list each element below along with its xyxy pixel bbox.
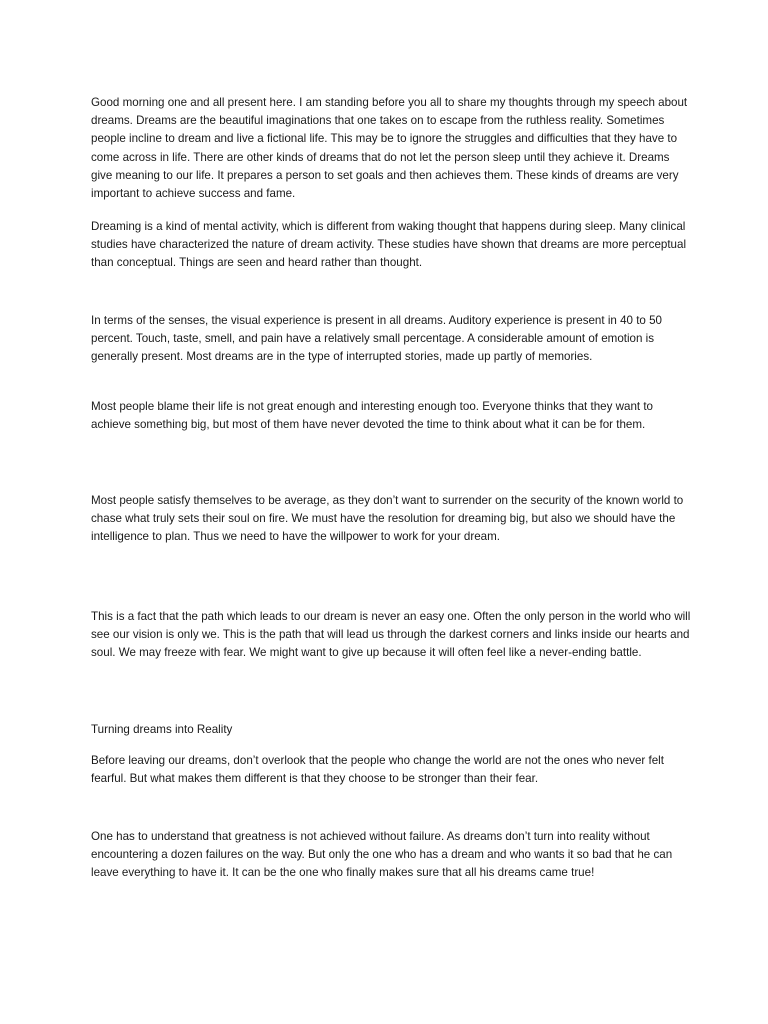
paragraph-fear: Before leaving our dreams, don’t overlook that the people who change the world are not the ones who never felt fearful. But what makes them different is that they choose to be stronger than their fear. <box>91 754 664 786</box>
paragraph-path: This is a fact that the path which leads to our dream is never an easy one. Often the only person in the world who will see our vision is only we. This is the path that will lead us through the darkest corners and links inside our hearts and soul. We may freeze with fear. We might want to give up because it will often feel like a never-ending battle. <box>91 610 691 660</box>
section-heading: Turning dreams into Reality <box>91 723 233 736</box>
paragraph-greatness: One has to understand that greatness is not achieved without failure. As dreams don’t turn into reality without encountering a dozen failures on the way. But only the one who has a dream and who wants it so bad that he can leave everything to have it. It can be the one who finally makes sure that all his dreams came true! <box>91 830 673 880</box>
paragraph-average: Most people satisfy themselves to be average, as they don’t want to surrender on the security of the known world to chase what truly sets their soul on fire. We must have the resolution for dreaming big, but also we should have the intelligence to plan. Thus we need to have the willpower to work for your dream. <box>91 494 684 544</box>
paragraph-blame: Most people blame their life is not great enough and interesting enough too. Everyone thinks that they want to achieve something big, but most of them have never devoted the time to think about what it can be for them. <box>91 400 654 432</box>
paragraph-intro: Good morning one and all present here. I am standing before you all to share my thoughts through my speech about dreams. Dreams are the beautiful imaginations that one takes on to escape from the ruthless reality. Sometimes people incline to dream and live a fictional life. This may be to ignore the struggles and difficulties that they have to come across in life. There are other kinds of dreams that do not let the person sleep until they achieve it. Dreams give meaning to our life. It prepares a person to set goals and then achieves them. These kinds of dreams are very important to achieve success and fame. <box>91 96 688 201</box>
paragraph-dreaming-definition: Dreaming is a kind of mental activity, which is different from waking thought that happens during sleep. Many clinical studies have characterized the nature of dream activity. These studies have shown that dreams are more perceptual than conceptual. Things are seen and heard rather than thought. <box>91 220 687 270</box>
paragraph-senses: In terms of the senses, the visual experience is present in all dreams. Auditory experience is present in 40 to 50 percent. Touch, taste, smell, and pain have a relatively small percentage. A considerable amount of emotion is generally present. Most dreams are in the type of interrupted stories, made up partly of memories. <box>91 314 662 364</box>
